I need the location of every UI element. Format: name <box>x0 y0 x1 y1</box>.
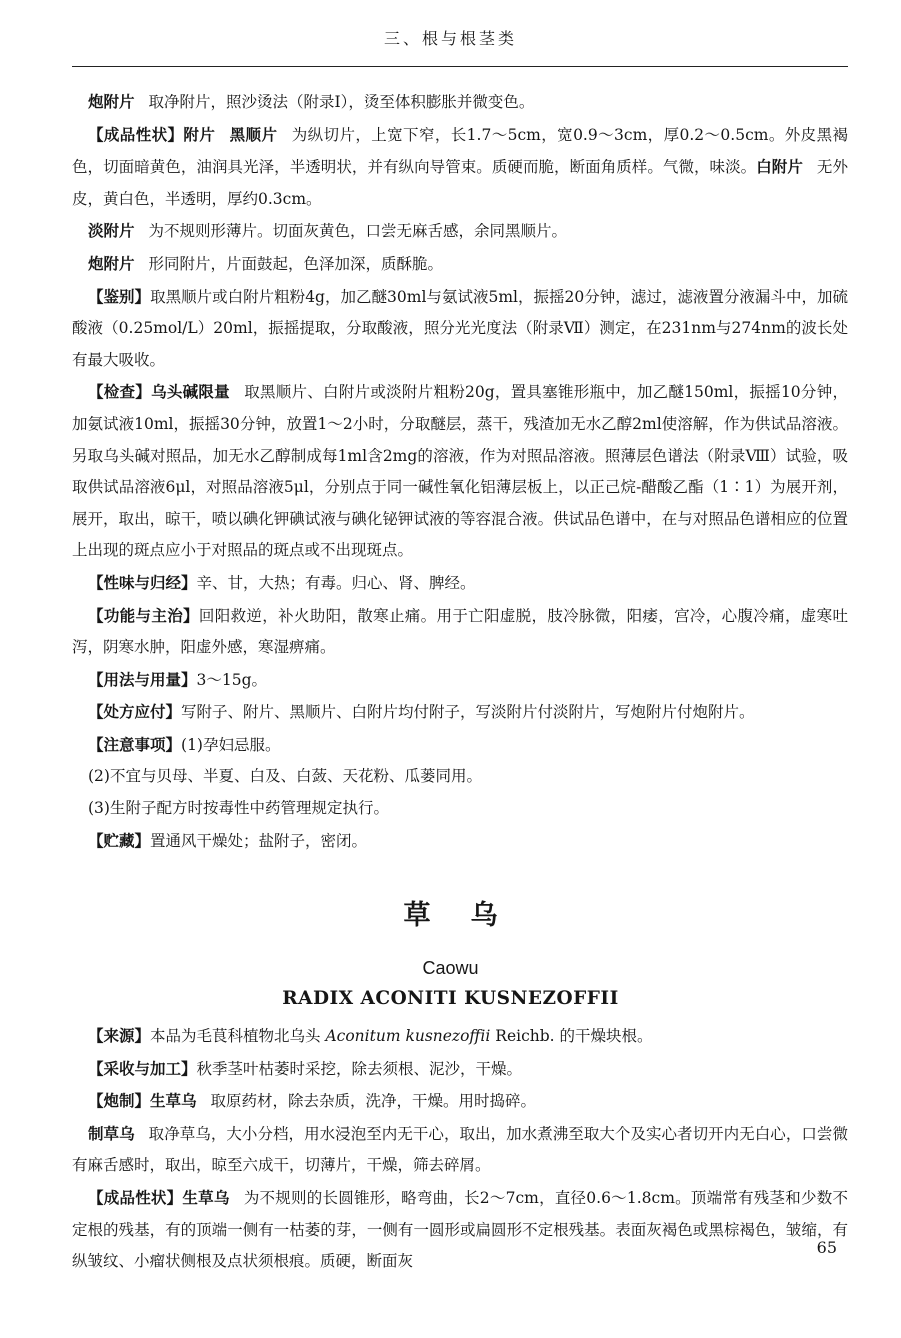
paragraph-text: 取黑顺片或白附片粗粉4g，加乙醚30ml与氨试液5ml，振摇20分钟，滤过，滤液置分液漏斗中，加硫酸液（0.25mol/L）20ml，振摇提取，分取酸液，照分光光度法（附录Ⅶ）测定，在231nm与274nm的波长处有最大吸收。 <box>72 287 848 369</box>
section-tag: 【成品性状】 <box>88 124 184 144</box>
term-label: 白附片 <box>756 157 803 177</box>
paragraph-dan-fupian <box>72 215 848 248</box>
monograph-pinyin: Caowu <box>422 958 479 978</box>
paragraph-text: 为纵切片，上宽下窄，长1.7～5cm，宽0.9～3cm，厚0.2～0.5cm。外皮黑褐色，切面暗黄色，油润具光泽，半透明状，并有纵向导管束。质硬而脆，断面角质样。气微，味淡。 <box>72 125 848 177</box>
paragraph-text: 置通风干燥处；盐附子，密闭。 <box>150 831 368 850</box>
monograph-latin-name: RADIX ACONITI KUSNEZOFFII <box>282 988 619 1009</box>
paragraph-text: 取原药材，除去杂质，洗净，干燥。用时捣碎。 <box>210 1092 537 1111</box>
term-label: 淡附片 <box>88 221 135 241</box>
section-tag: 【性味与归经】 <box>88 572 197 592</box>
paragraph-pao-fupian-2 <box>72 248 848 281</box>
term-label: 炮附片 <box>88 92 135 111</box>
running-header: 三、根与根茎类 <box>383 29 517 48</box>
term-label: 乌头碱限量 <box>151 382 230 402</box>
body-text-lower <box>72 1020 848 1278</box>
paragraph-precaution-2 <box>72 761 848 793</box>
paragraph-precaution-3 <box>72 793 848 825</box>
paragraph-text: 秋季茎叶枯萎时采挖，除去须根、泥沙，干燥。 <box>196 1059 523 1078</box>
paragraph-zhi-caowu <box>72 1118 848 1182</box>
paragraph-identification <box>72 281 848 377</box>
paragraph-text: 为不规则形薄片。切面灰黄色，口尝无麻舌感，余同黑顺片。 <box>148 222 568 241</box>
paragraph-harvest <box>72 1053 848 1086</box>
term-label: 炮附片 <box>88 253 135 273</box>
paragraph-text: 取黑顺片、白附片或淡附片粗粉20g，置具塞锥形瓶中，加乙醚150ml，振摇10分钟，加氨试液10ml，振摇30分钟，放置1～2小时，分取醚层，蒸干，残渣加无水乙醇2ml使溶解，作为供试品溶液。另取乌头碱对照品，加无水乙醇制成每1ml含2mg的溶液，作为对照品溶液。照薄层色谱法（附录Ⅷ）试验，吸取供试品溶液6μl，对照品溶液5μl，分别点于同一碱性氧化铝薄层板上，以正己烷-醋酸乙酯（1∶1）为展开剂，展开，取出，晾干，喷以碘化钾碘试液与碘化铋钾试液的等容混合液。供试品色谱中，在与对照品色谱相应的位置上出现的斑点应小于对照品的斑点或不出现斑点。 <box>72 383 848 560</box>
section-tag: 【贮藏】 <box>88 830 151 850</box>
section-tag: 【来源】 <box>88 1026 151 1045</box>
section-tag: 【炮制】 <box>88 1091 151 1111</box>
paragraph-text: 无外皮，黄白色，半透明，厚约0.3cm。 <box>72 158 848 208</box>
section-tag: 【注意事项】 <box>88 734 182 754</box>
paragraph-pao-fupian <box>72 86 848 119</box>
monograph-title: 草乌 <box>403 900 538 931</box>
paragraph-text: 回阳救逆，补火助阳，散寒止痛。用于亡阳虚脱，肢冷脉微，阳痿，宫冷，心腹冷痛，虚寒吐泻，阴寒水肿，阳虚外感，寒湿痹痛。 <box>72 606 848 657</box>
species-name: Aconitum kusnezoffii <box>325 1027 491 1045</box>
header-rule <box>72 66 848 67</box>
paragraph-source <box>72 1020 848 1053</box>
page-number: 65 <box>816 1238 837 1257</box>
paragraph-text: (3)生附子配方时按毒性中药管理规定执行。 <box>88 799 389 818</box>
paragraph-text: 写附子、附片、黑顺片、白附片均付附子，写淡附片付淡附片，写炮附片付炮附片。 <box>181 703 755 722</box>
section-tag: 【功能与主治】 <box>88 605 199 625</box>
paragraph-text: (2)不宜与贝母、半夏、白及、白蔹、天花粉、瓜蒌同用。 <box>88 767 482 786</box>
paragraph-text: (1)孕妇忌服。 <box>181 735 281 754</box>
section-tag: 【检查】 <box>88 382 152 402</box>
paragraph-dosage <box>72 664 848 697</box>
paragraph-appearance <box>72 119 848 216</box>
paragraph-appearance-caowu <box>72 1182 848 1278</box>
section-tag: 【采收与加工】 <box>88 1058 197 1078</box>
paragraph-text: 本品为毛茛科植物北乌头 <box>150 1027 321 1045</box>
section-tag: 【成品性状】 <box>88 1187 183 1207</box>
paragraph-storage <box>72 825 848 858</box>
paragraph-text: 3～15g。 <box>196 670 268 689</box>
paragraph-taste-meridian <box>72 567 848 600</box>
paragraph-text: 形同附片，片面鼓起，色泽加深，质酥脆。 <box>148 254 444 273</box>
term-label: 制草乌 <box>88 1123 135 1143</box>
term-label: 黑顺片 <box>229 124 278 144</box>
paragraph-functions <box>72 600 848 664</box>
paragraph-prescription <box>72 696 848 729</box>
body-text-upper <box>72 86 848 857</box>
paragraph-processing <box>72 1085 848 1118</box>
paragraph-text: Reichb. 的干燥块根。 <box>495 1027 653 1045</box>
section-tag: 【鉴别】 <box>88 286 151 306</box>
paragraph-text: 取净附片，照沙烫法（附录Ⅰ），烫至体积膨胀并微变色。 <box>148 93 535 111</box>
paragraph-text: 为不规则的长圆锥形，略弯曲，长2～7cm，直径0.6～1.8cm。顶端常有残茎和少数不定根的残基，有的顶端一侧有一枯萎的芽，一侧有一圆形或扁圆形不定根残基。表面灰褐色或黑棕褐色，皱缩，有纵皱纹、小瘤状侧根及点状须根痕。质硬，断面灰 <box>72 1188 848 1271</box>
paragraph-text: 辛、甘，大热；有毒。归心、肾、脾经。 <box>196 573 476 592</box>
term-label: 生草乌 <box>182 1187 230 1207</box>
paragraph-precautions <box>72 729 848 762</box>
paragraph-inspection <box>72 376 848 567</box>
paragraph-text: 取净草乌，大小分档，用水浸泡至内无干心，取出，加水煮沸至取大个及实心者切开内无白心，口尝微有麻舌感时，取出，晾至六成干，切薄片，干燥，筛去碎屑。 <box>72 1124 848 1175</box>
section-tag: 【处方应付】 <box>88 702 182 722</box>
term-label: 附片 <box>183 124 216 144</box>
section-tag: 【用法与用量】 <box>88 669 197 689</box>
term-label: 生草乌 <box>150 1091 197 1111</box>
